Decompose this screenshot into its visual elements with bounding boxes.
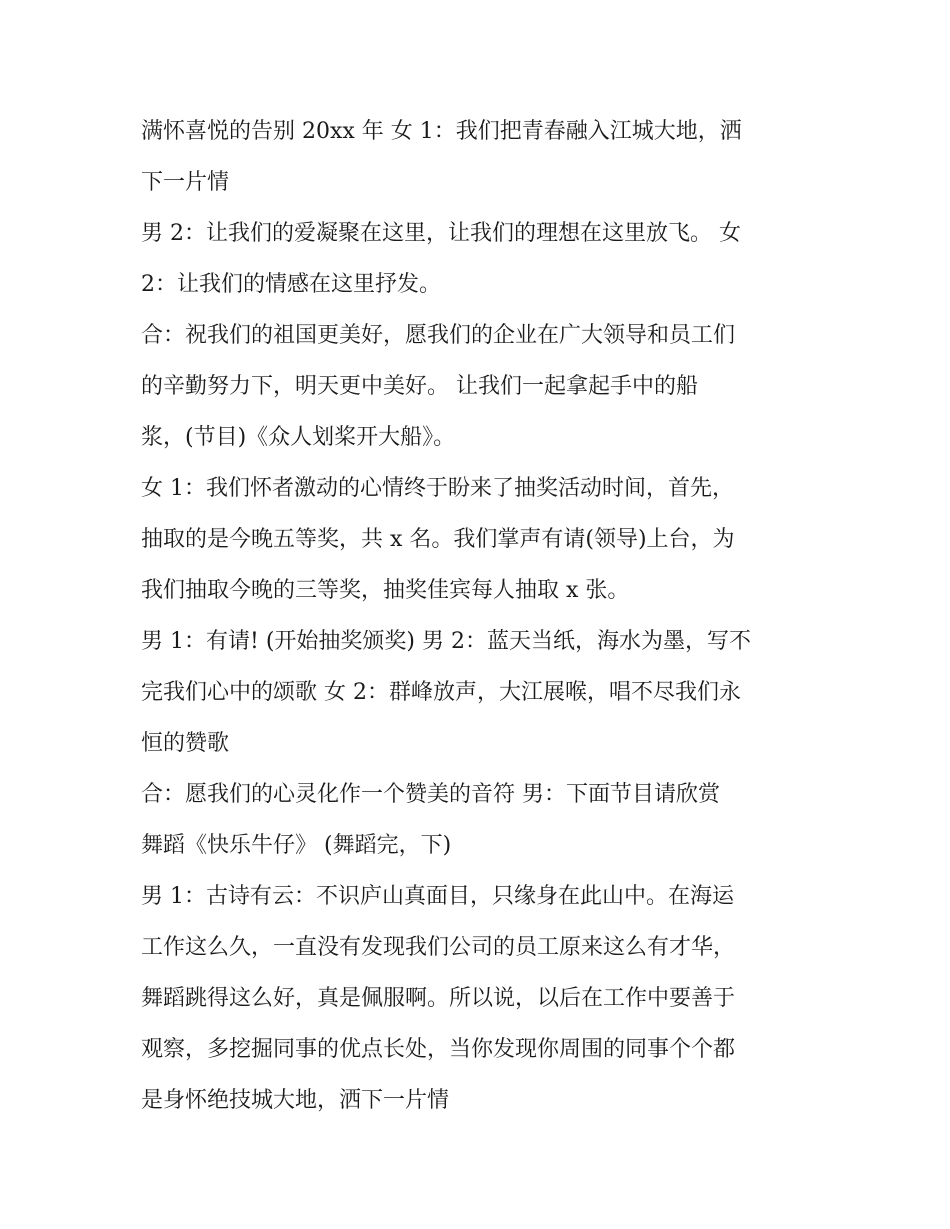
text-line: 完我们心中的颂歌 女 2：群峰放声，大江展喉，唱不尽我们永 xyxy=(141,680,741,705)
text-line: 恒的赞歌 xyxy=(141,731,230,756)
text-line: 合：祝我们的祖国更美好，愿我们的企业在广大领导和员工们 xyxy=(141,323,736,348)
text-line: 观察，多挖掘同事的优点长处，当你发现你周围的同事个个都 xyxy=(141,1037,736,1062)
text-line: 女 1：我们怀者激动的心情终于盼来了抽奖活动时间，首先， xyxy=(141,476,734,501)
text-line: 浆，(节目)《众人划桨开大船》。 xyxy=(141,425,456,450)
document-body xyxy=(141,106,821,1126)
text-line: 男 1：有请! (开始抽奖颁奖) 男 2：蓝天当纸，海水为墨，写不 xyxy=(141,629,751,654)
text-line: 是身怀绝技城大地，洒下一片情 xyxy=(141,1088,450,1113)
text-line: 工作这么久，一直没有发现我们公司的员工原来这么有才华， xyxy=(141,935,736,960)
text-line: 下一片情 xyxy=(141,170,230,195)
text-line: 2：让我们的情感在这里抒发。 xyxy=(141,272,441,297)
text-line: 的辛勤努力下，明天更中美好。 让我们一起拿起手中的船 xyxy=(141,374,698,399)
text-line: 我们抽取今晚的三等奖，抽奖佳宾每人抽取 x 张。 xyxy=(141,578,630,603)
text-line: 抽取的是今晚五等奖，共 x 名。我们掌声有请(领导)上台，为 xyxy=(141,527,735,552)
text-line: 满怀喜悦的告别 20xx 年 女 1：我们把青春融入江城大地，洒 xyxy=(141,119,742,144)
text-line: 合：愿我们的心灵化作一个赞美的音符 男：下面节目请欣赏 xyxy=(141,782,720,807)
text-line: 男 2：让我们的爱凝聚在这里，让我们的理想在这里放飞。 女 xyxy=(141,221,741,246)
text-line: 舞蹈跳得这么好，真是佩服啊。所以说，以后在工作中要善于 xyxy=(141,986,736,1011)
text-line: 舞蹈《快乐牛仔》 (舞蹈完，下) xyxy=(141,833,452,858)
text-line: 男 1：古诗有云：不识庐山真面目，只缘身在此山中。在海运 xyxy=(141,884,734,909)
